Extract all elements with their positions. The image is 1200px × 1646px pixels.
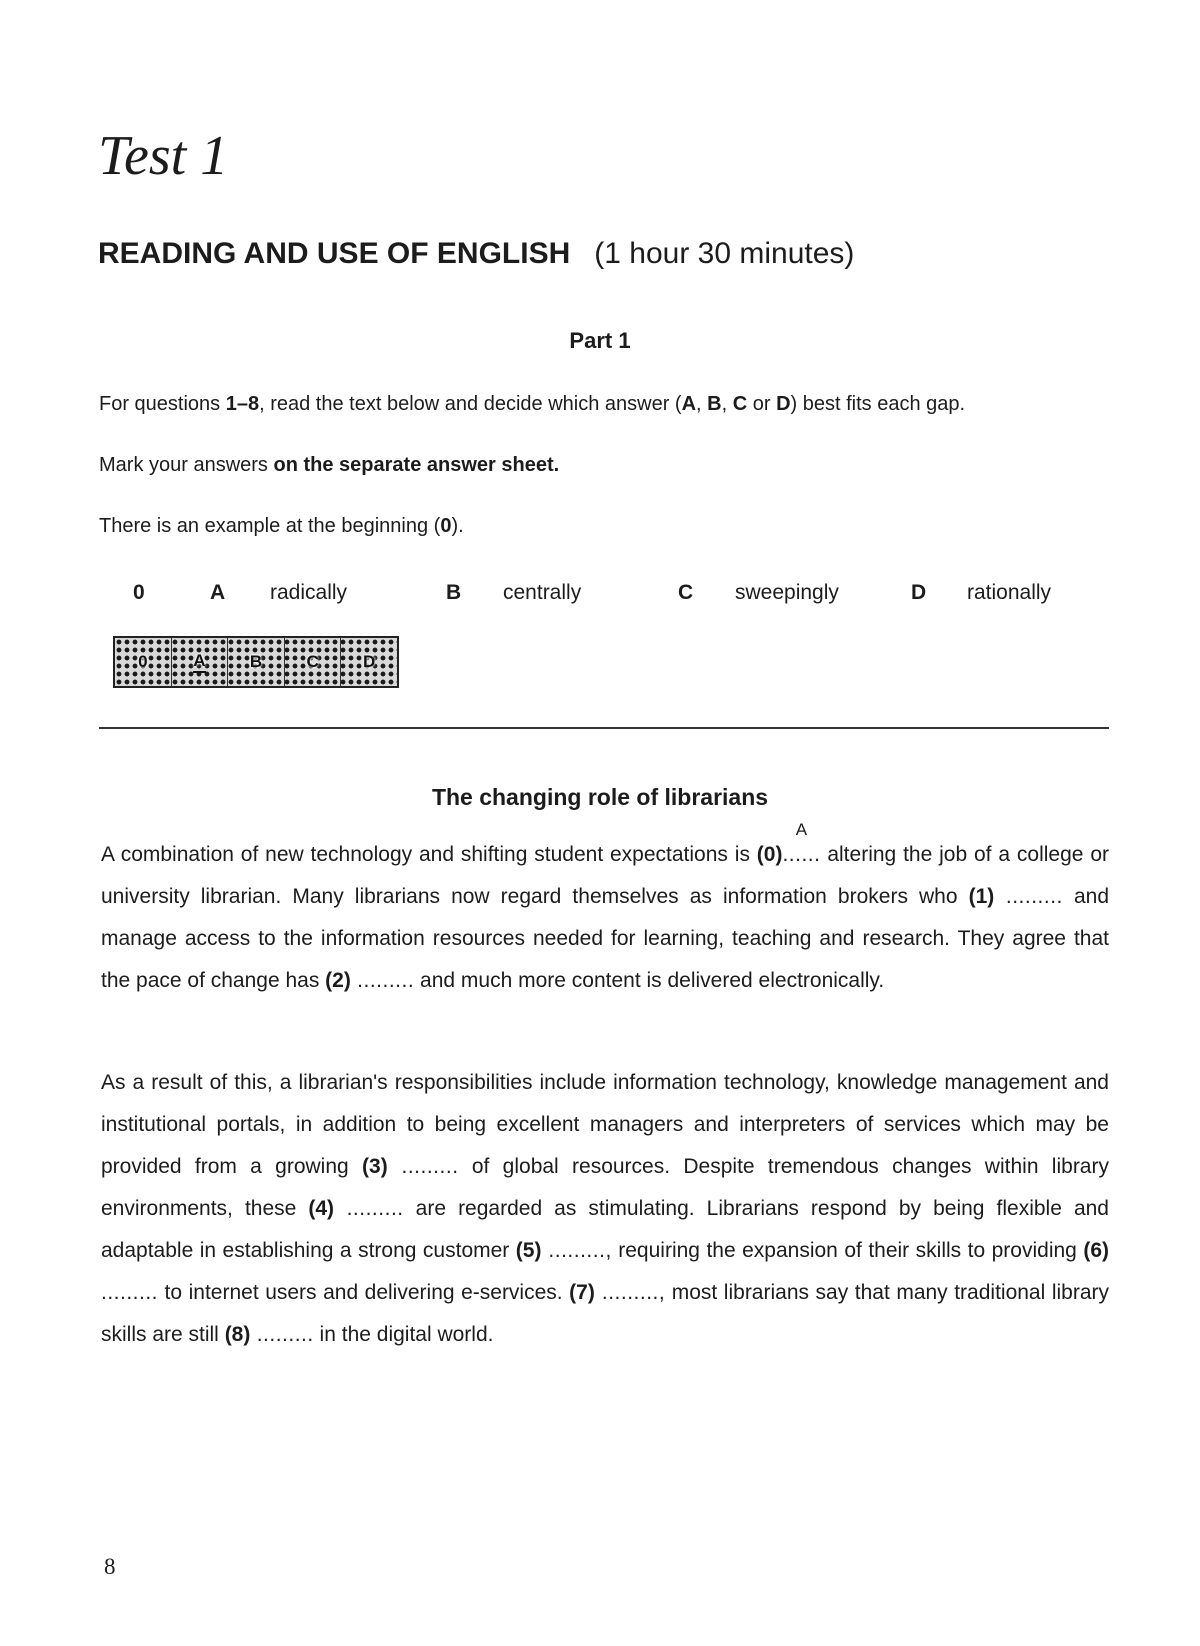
gap-number-7: (7): [569, 1281, 595, 1304]
gap-6: .........: [101, 1281, 159, 1304]
answer-grid-option-a: [171, 638, 228, 686]
answer-grid-label: C: [306, 652, 319, 671]
answer-grid-label: A: [193, 651, 205, 673]
section-name: READING AND USE OF ENGLISH: [98, 237, 571, 270]
gap-4: .........: [334, 1197, 404, 1220]
gap-1: .........: [994, 885, 1063, 908]
passage-text: and manage access to the information resources needed for learning, teaching and research. They agree that the pace of change has: [101, 885, 1109, 992]
test-title: Test 1: [98, 125, 229, 187]
passage-text: altering the job of a college or university librarian. Many librarians now regard themselves as information brokers who: [101, 843, 1109, 908]
instruction-text: , read the text below and decide which answer (: [259, 393, 682, 415]
gap-8: .........: [250, 1323, 314, 1346]
option-a-word: radically: [270, 581, 348, 604]
answer-grid-option-b: [227, 638, 284, 686]
part-label: Part 1: [569, 328, 631, 353]
passage-text: requiring the expansion of their skills to providing: [611, 1239, 1084, 1262]
instruction-text: Mark your answers: [99, 454, 274, 476]
instruction-text: There is an example at the beginning (: [99, 515, 441, 537]
passage-text: are regarded as stimulating. Librarians respond by being flexible and adaptable in establishing a strong customer: [101, 1197, 1109, 1262]
example-question-number: 0: [133, 581, 145, 604]
option-letter: D: [776, 393, 791, 415]
section-duration: (1 hour 30 minutes): [594, 237, 855, 270]
answer-grid-option-d: [340, 638, 397, 686]
answer-grid-number: [115, 638, 171, 686]
gap-number-2: (2): [325, 969, 351, 992]
answer-grid-label: D: [363, 652, 376, 671]
gap-number-4: (4): [308, 1197, 335, 1220]
option-letter: C: [732, 393, 748, 415]
gap-number-3: (3): [362, 1155, 388, 1178]
option-b-letter: B: [446, 581, 462, 604]
passage-text: most librarians say that many traditional library skills are still: [101, 1281, 1109, 1346]
option-a-letter: A: [210, 581, 226, 604]
passage-text: to internet users and delivering e-services.: [158, 1281, 570, 1304]
gap-5: .........,: [541, 1239, 612, 1262]
option-letter: B: [707, 393, 722, 415]
passage-paragraph-2: [101, 1062, 1109, 1356]
gap-dots: ......: [782, 843, 821, 866]
gap-number-1: (1): [968, 885, 995, 908]
instruction-text: ) best fits each gap.: [790, 393, 966, 415]
gap-number-8: (8): [224, 1323, 251, 1346]
gap-number-0: (0): [756, 843, 783, 866]
passage-text: As a result of this, a librarian's responsibilities include information technology, knowledge management and institutional portals, in addition to being excellent managers and interpreters of services which may be provided from a growing: [101, 1071, 1109, 1178]
option-b-word: centrally: [503, 581, 582, 604]
answer-grid-option-c: [284, 638, 341, 686]
instruction-emphasis: on the separate answer sheet.: [273, 454, 560, 476]
gap-3: .........: [387, 1155, 459, 1178]
example-answer-grid: [113, 636, 399, 688]
passage-text: in the digital world.: [313, 1323, 494, 1346]
gap-0: [782, 820, 821, 876]
gap-7: .........,: [594, 1281, 666, 1304]
passage-paragraph-1: [101, 820, 1109, 1002]
answer-grid-label: B: [249, 652, 263, 671]
answer-grid-label: 0: [138, 652, 148, 671]
gap-number-5: (5): [515, 1239, 542, 1262]
instruction-answer-sheet: [99, 454, 559, 477]
option-letter: A: [681, 393, 697, 415]
instruction-example: [99, 515, 464, 538]
question-range: 1–8: [225, 393, 260, 415]
instruction-questions: [99, 393, 965, 416]
section-divider: [99, 727, 1109, 729]
option-d-letter: D: [911, 581, 927, 604]
instruction-text: ,: [696, 393, 708, 415]
option-c-letter: C: [678, 581, 694, 604]
gap-2: .........: [350, 969, 415, 992]
example-number: 0: [440, 515, 452, 537]
instruction-text: ,: [721, 393, 733, 415]
gap-0-example-answer: A: [795, 820, 808, 839]
instruction-text: ).: [451, 515, 464, 537]
passage-title: The changing role of librarians: [431, 784, 769, 810]
section-heading: [98, 236, 854, 272]
passage-text: of global resources. Despite tremendous changes within library environments, these: [101, 1155, 1109, 1220]
passage-text: A combination of new technology and shifting student expectations is: [101, 843, 757, 866]
instruction-text: For questions: [99, 393, 226, 415]
option-c-word: sweepingly: [735, 581, 839, 604]
example-options-row: [0, 581, 1200, 611]
gap-number-6: (6): [1083, 1239, 1109, 1262]
passage-text: and much more content is delivered electronically.: [414, 969, 885, 992]
page-number: 8: [104, 1554, 116, 1579]
instruction-text: or: [747, 393, 777, 415]
option-d-word: rationally: [967, 581, 1052, 604]
